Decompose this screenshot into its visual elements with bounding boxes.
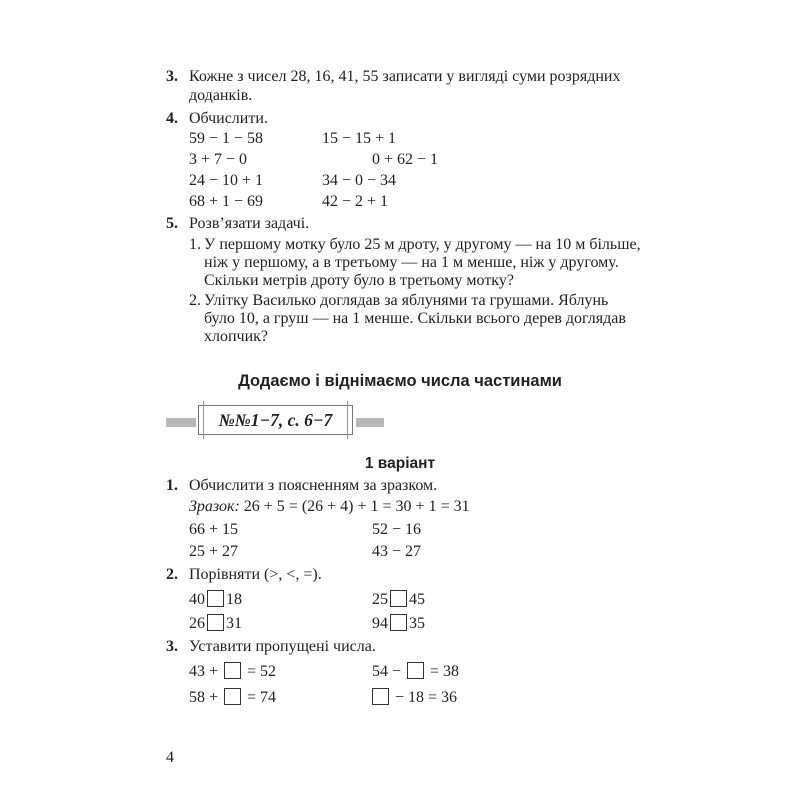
task-4-expr-right-2: 0 + 62 − 1	[372, 151, 439, 168]
compare-1-left: 40	[189, 591, 205, 608]
variant-task-3-number: 3.	[166, 638, 178, 655]
fill-2-pre: 54 −	[372, 663, 402, 680]
task-4-expr-right-3: 34 − 0 − 34	[322, 172, 397, 189]
task-4-expr-left-1: 59 − 1 − 58	[189, 130, 264, 147]
task-5-title: Розв’язати задачі.	[189, 215, 310, 232]
task-4-title: Обчислити.	[189, 110, 268, 127]
task-3-line-2: доданків.	[189, 87, 253, 104]
section-heading: Додаємо і віднімаємо числа частинами	[238, 372, 562, 390]
problem-1-line-3: Скільки метрів дроту було в третьому мотку?	[204, 272, 514, 289]
blank-box	[407, 662, 424, 679]
task-4-expr-left-4: 68 + 1 − 69	[189, 193, 264, 210]
reference-bar-left	[166, 418, 196, 427]
variant-task-2-title: Порівняти (>, <, =).	[189, 566, 322, 583]
reference-bar-right	[356, 418, 384, 427]
problem-2-number: 2.	[189, 292, 201, 309]
variant-task-1-expr-right-1: 52 − 16	[372, 521, 422, 538]
fill-item-2	[372, 662, 459, 681]
compare-1-right: 18	[226, 591, 242, 608]
compare-3-right: 31	[226, 615, 242, 632]
compare-4-left: 94	[372, 615, 388, 632]
compare-item-4	[372, 614, 425, 633]
fill-item-1	[189, 662, 276, 681]
reference-box	[198, 405, 353, 435]
problem-1-number: 1.	[189, 236, 201, 253]
task-5-number: 5.	[166, 215, 178, 232]
blank-box	[224, 662, 241, 679]
fill-3-pre: 58 +	[189, 689, 219, 706]
task-4-number: 4.	[166, 110, 178, 127]
compare-3-left: 26	[189, 615, 205, 632]
compare-item-1	[189, 590, 242, 609]
fill-2-post: = 38	[430, 663, 460, 680]
blank-box	[207, 590, 224, 607]
sample-line	[189, 498, 470, 516]
reference-text: №№1−7, с. 6−7	[218, 409, 333, 430]
fill-item-4	[370, 688, 457, 707]
task-4-expr-left-3: 24 − 10 + 1	[189, 172, 264, 189]
task-4-expr-left-2: 3 + 7 − 0	[189, 151, 248, 168]
variant-task-3-title: Уставити пропущені числа.	[189, 638, 376, 655]
problem-1-line-2: ніж у першому, а в третьому — на 1 м менше, ніж у другому.	[204, 254, 619, 271]
blank-box	[372, 688, 389, 705]
variant-task-1-expr-left-1: 66 + 15	[189, 521, 239, 538]
task-3-number: 3.	[166, 68, 178, 85]
problem-1-line-1: У першому мотку було 25 м дроту, у другому — на 10 м більше,	[204, 236, 641, 253]
sample-expression: 26 + 5 = (26 + 4) + 1 = 30 + 1 = 31	[239, 498, 470, 515]
variant-heading: 1 варіант	[364, 455, 436, 472]
fill-4-post: − 18 = 36	[395, 689, 458, 706]
compare-item-2	[372, 590, 425, 609]
problem-2-line-3: хлопчик?	[204, 328, 269, 345]
blank-box	[207, 614, 224, 631]
variant-task-1-expr-right-2: 43 − 27	[372, 543, 422, 560]
blank-box	[224, 688, 241, 705]
fill-1-pre: 43 +	[189, 663, 219, 680]
variant-task-2-number: 2.	[166, 566, 178, 583]
problem-2-line-2: було 10, а груш — на 1 менше. Скільки всього дерев доглядав	[204, 310, 626, 327]
blank-box	[390, 590, 407, 607]
problem-2-line-1: Улітку Василько доглядав за яблунями та грушами. Яблунь	[204, 292, 609, 309]
fill-item-3	[189, 688, 276, 707]
variant-task-1-number: 1.	[166, 477, 178, 494]
compare-2-right: 45	[409, 591, 425, 608]
variant-task-1-title: Обчислити з поясненням за зразком.	[189, 477, 438, 494]
compare-4-right: 35	[409, 615, 425, 632]
fill-1-post: = 52	[247, 663, 277, 680]
compare-2-left: 25	[372, 591, 388, 608]
blank-box	[390, 614, 407, 631]
compare-item-3	[189, 614, 242, 633]
task-4-expr-right-4: 42 − 2 + 1	[322, 193, 389, 210]
page-number: 4	[166, 749, 174, 766]
sample-label: Зразок:	[189, 498, 240, 515]
variant-task-1-expr-left-2: 25 + 27	[189, 543, 239, 560]
fill-3-post: = 74	[247, 689, 277, 706]
task-3-line-1: Кожне з чисел 28, 16, 41, 55 записати у вигляді суми розрядних	[189, 68, 621, 85]
task-4-expr-right-1: 15 − 15 + 1	[322, 130, 397, 147]
